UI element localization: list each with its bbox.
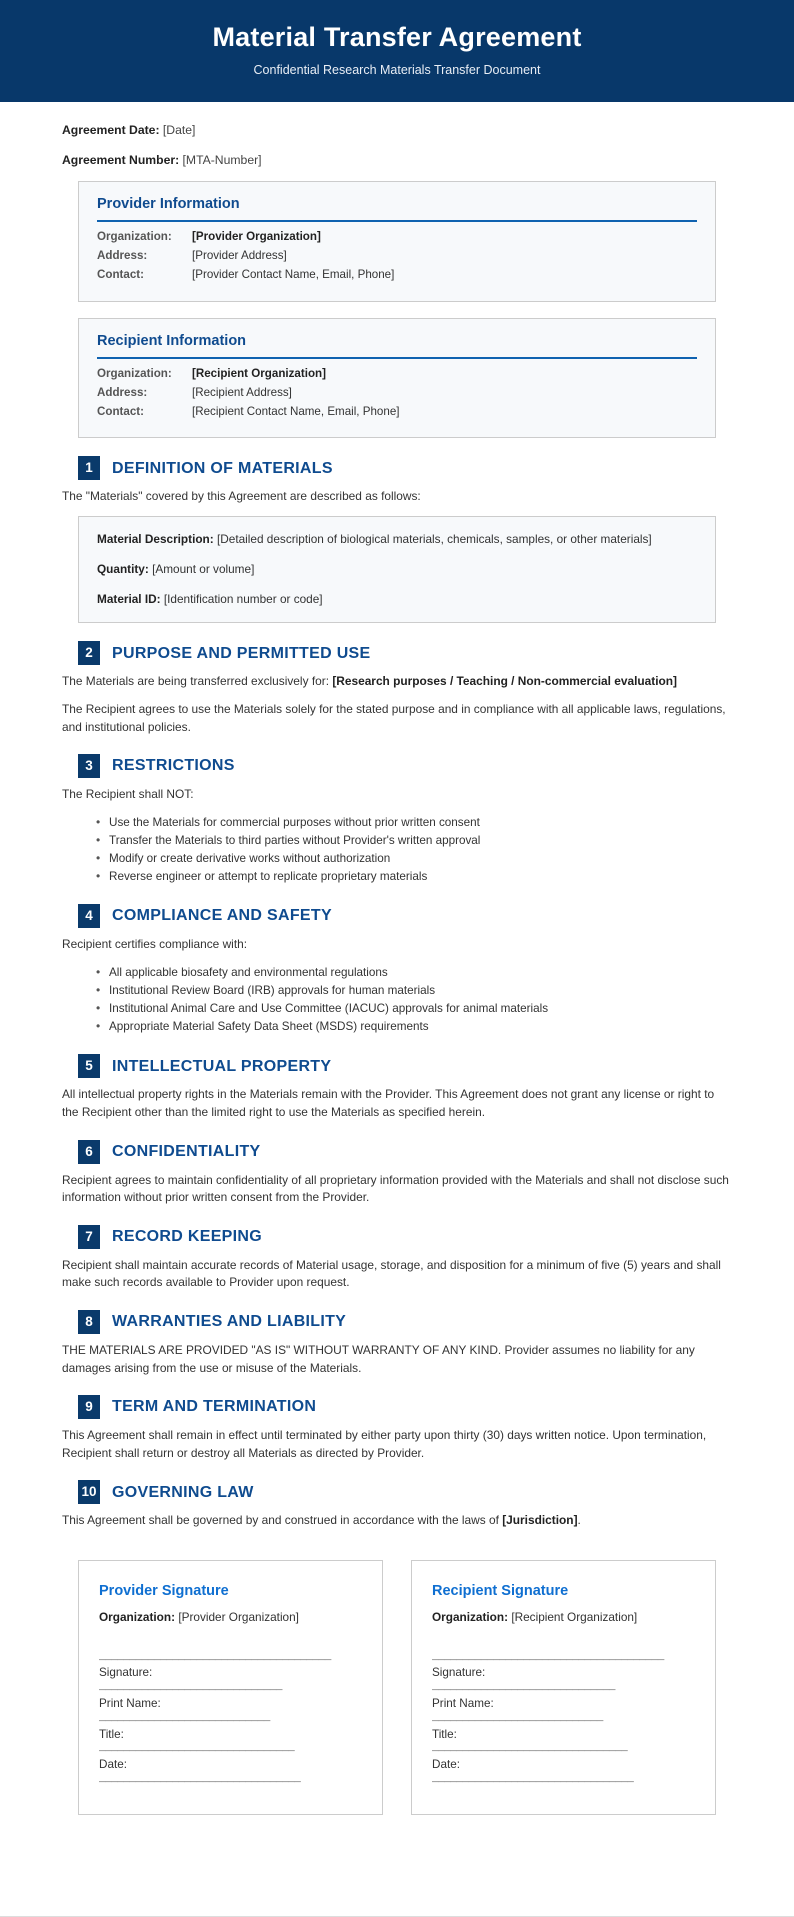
recipient-signature-rule: ______________________________ bbox=[432, 1681, 616, 1693]
section-10-paragraph-1 bbox=[62, 1512, 732, 1530]
document-body bbox=[0, 102, 794, 1855]
provider-address-value: [Provider Address] bbox=[192, 249, 287, 263]
section-2-number-badge: 2 bbox=[78, 641, 100, 665]
section-10-title: GOVERNING LAW bbox=[112, 1483, 254, 1501]
section-8-paragraph-1: THE MATERIALS ARE PROVIDED "AS IS" WITHOUT WARRANTY OF ANY KIND. Provider assumes no liability for any damages arising from the use or misuse of the Materials. bbox=[62, 1343, 695, 1375]
recipient-print-name-rule: ____________________________ bbox=[432, 1712, 603, 1724]
material-quantity-row bbox=[97, 561, 697, 578]
provider-title-field[interactable] bbox=[99, 1727, 362, 1755]
section-9-heading bbox=[78, 1395, 732, 1419]
section-8-heading bbox=[78, 1310, 732, 1334]
material-description-label: Material Description: bbox=[97, 532, 214, 547]
provider-contact-label: Contact: bbox=[97, 267, 145, 281]
agreement-date-value: [Date] bbox=[162, 123, 196, 138]
section-3-heading bbox=[78, 754, 732, 778]
section-2-paragraph-1 bbox=[62, 673, 732, 691]
section-10-lead-text: This Agreement shall be governed by and construed in accordance with the laws of bbox=[62, 1513, 499, 1528]
section-1-title: DEFINITION OF MATERIALS bbox=[112, 459, 333, 477]
section-7-title: RECORD KEEPING bbox=[112, 1228, 262, 1246]
recipient-organization-label: Organization: bbox=[97, 367, 172, 381]
section-2-purpose-value: [Research purposes / Teaching / Non-commercial evaluation] bbox=[332, 674, 678, 689]
provider-information-box bbox=[78, 181, 716, 302]
section-6-heading bbox=[78, 1140, 732, 1164]
agreement-number-value: [MTA-Number] bbox=[182, 152, 262, 167]
provider-address-row bbox=[97, 247, 697, 266]
section-9-number-badge: 9 bbox=[78, 1395, 100, 1419]
section-restrictions bbox=[62, 754, 732, 886]
section-6-number-badge: 6 bbox=[78, 1140, 100, 1164]
section-2-body bbox=[62, 673, 732, 736]
section-confidentiality bbox=[62, 1140, 732, 1207]
section-10-heading bbox=[78, 1480, 732, 1504]
material-description-value: [Detailed description of biological materials, chemicals, samples, or other materials] bbox=[216, 532, 652, 547]
section-7-heading bbox=[78, 1225, 732, 1249]
recipient-date-field[interactable] bbox=[432, 1757, 695, 1785]
section-10-number-badge: 10 bbox=[78, 1480, 100, 1504]
provider-address-label: Address: bbox=[97, 249, 148, 263]
section-10-body bbox=[62, 1512, 732, 1530]
recipient-date-rule: _________________________________ bbox=[432, 1774, 634, 1786]
recipient-signature-org-value: [Recipient Organization] bbox=[511, 1610, 638, 1625]
materials-details-box bbox=[78, 516, 716, 623]
provider-organization-label: Organization: bbox=[97, 230, 172, 244]
recipient-title-rule: ________________________________ bbox=[432, 1743, 628, 1755]
recipient-information-box bbox=[78, 318, 716, 439]
list-item: • Institutional Review Board (IRB) approvals for human materials bbox=[96, 982, 732, 1000]
provider-contact-row bbox=[97, 266, 697, 285]
section-5-body bbox=[62, 1086, 732, 1121]
section-4-compliance-list bbox=[62, 964, 732, 1037]
provider-contact-value: [Provider Contact Name, Email, Phone] bbox=[192, 267, 395, 281]
recipient-signature-label: Signature: bbox=[432, 1666, 486, 1679]
section-7-body bbox=[62, 1257, 732, 1292]
recipient-signature-box[interactable] bbox=[411, 1560, 716, 1815]
recipient-date-label: Date: bbox=[432, 1758, 460, 1772]
provider-print-name-field[interactable] bbox=[99, 1696, 362, 1724]
section-purpose-and-permitted-use bbox=[62, 641, 732, 736]
recipient-contact-value: [Recipient Contact Name, Email, Phone] bbox=[192, 404, 400, 418]
section-4-body bbox=[62, 936, 732, 1036]
section-7-paragraph-1: Recipient shall maintain accurate records of Material usage, storage, and disposition for a minimum of five (5) years and shall make such records available to Provider upon request. bbox=[62, 1257, 721, 1290]
section-5-paragraph-1: All intellectual property rights in the Materials remain with the Provider. This Agreement does not grant any license or right to the Recipient other than the limited right to use the Materials as specified herein. bbox=[62, 1087, 715, 1119]
section-1-heading bbox=[78, 456, 732, 480]
page-subtitle: Confidential Research Materials Transfer Document bbox=[253, 63, 541, 78]
list-item: • Appropriate Material Safety Data Sheet (MSDS) requirements bbox=[96, 1018, 732, 1036]
section-4-intro: Recipient certifies compliance with: bbox=[62, 937, 248, 952]
provider-signature-org-label: Organization: bbox=[99, 1610, 176, 1625]
recipient-print-name-field[interactable] bbox=[432, 1696, 695, 1724]
provider-organization-value: [Provider Organization] bbox=[192, 230, 321, 244]
provider-signature-title: Provider Signature bbox=[99, 1583, 229, 1600]
section-6-body bbox=[62, 1172, 732, 1207]
recipient-signature-field[interactable] bbox=[432, 1652, 695, 1693]
section-8-body bbox=[62, 1342, 732, 1377]
provider-signature-rule: ______________________________ bbox=[99, 1681, 283, 1693]
recipient-signature-rule-top: ______________________________________ bbox=[432, 1652, 664, 1663]
provider-organization-row bbox=[97, 228, 697, 247]
material-id-row bbox=[97, 591, 697, 608]
agreement-date-line bbox=[62, 122, 732, 138]
section-4-heading bbox=[78, 904, 732, 928]
recipient-signature-org-row bbox=[432, 1609, 695, 1626]
provider-information-title: Provider Information bbox=[97, 196, 697, 222]
section-3-body bbox=[62, 786, 732, 886]
list-item: • Institutional Animal Care and Use Committee (IACUC) approvals for animal materials bbox=[96, 1000, 732, 1018]
section-warranties-and-liability bbox=[62, 1310, 732, 1377]
material-id-value: [Identification number or code] bbox=[163, 592, 323, 607]
section-9-paragraph-1: This Agreement shall remain in effect until terminated by either party upon thirty (30) days written notice. Upon termination, Recipient shall return or destroy all Materials as directed by Provider. bbox=[62, 1428, 707, 1460]
provider-print-name-rule: ____________________________ bbox=[99, 1712, 270, 1724]
section-1-number-badge: 1 bbox=[78, 456, 100, 480]
material-description-row bbox=[97, 531, 697, 548]
section-term-and-termination bbox=[62, 1395, 732, 1462]
section-2-heading bbox=[78, 641, 732, 665]
section-definition-of-materials bbox=[62, 456, 732, 623]
document-header bbox=[0, 0, 794, 102]
recipient-title-label: Title: bbox=[432, 1727, 457, 1741]
provider-date-field[interactable] bbox=[99, 1757, 362, 1785]
section-2-paragraph-2: The Recipient agrees to use the Materials solely for the stated purpose and in compliance with all applicable laws, regulations, and institutional policies. bbox=[62, 701, 726, 734]
provider-title-label: Title: bbox=[99, 1727, 124, 1741]
list-item: • Modify or create derivative works without authorization bbox=[96, 850, 732, 868]
list-item: • All applicable biosafety and environmental regulations bbox=[96, 964, 732, 982]
recipient-organization-row bbox=[97, 365, 697, 384]
section-3-intro: The Recipient shall NOT: bbox=[62, 787, 194, 802]
page-title: Material Transfer Agreement bbox=[212, 22, 582, 52]
section-8-number-badge: 8 bbox=[78, 1310, 100, 1334]
recipient-title-field[interactable] bbox=[432, 1727, 695, 1755]
section-5-title: INTELLECTUAL PROPERTY bbox=[112, 1057, 332, 1075]
recipient-signature-title: Recipient Signature bbox=[432, 1583, 569, 1600]
provider-date-label: Date: bbox=[99, 1758, 127, 1772]
recipient-organization-value: [Recipient Organization] bbox=[192, 367, 326, 381]
section-5-number-badge: 5 bbox=[78, 1054, 100, 1078]
recipient-information-title: Recipient Information bbox=[97, 333, 697, 359]
section-2-lead-text: The Materials are being transferred exclusively for: bbox=[62, 674, 329, 689]
list-item: • Use the Materials for commercial purposes without prior written consent bbox=[96, 814, 732, 832]
recipient-print-name-label: Print Name: bbox=[432, 1696, 494, 1710]
material-quantity-value: [Amount or volume] bbox=[152, 562, 255, 577]
agreement-number-label: Agreement Number: bbox=[62, 152, 180, 167]
section-3-title: RESTRICTIONS bbox=[112, 757, 235, 775]
section-1-body bbox=[62, 488, 732, 623]
section-intellectual-property bbox=[62, 1054, 732, 1121]
provider-title-rule: ________________________________ bbox=[99, 1743, 295, 1755]
recipient-address-label: Address: bbox=[97, 385, 148, 399]
provider-signature-org-value: [Provider Organization] bbox=[178, 1610, 299, 1625]
provider-print-name-label: Print Name: bbox=[99, 1696, 161, 1710]
section-6-paragraph-1: Recipient agrees to maintain confidentiality of all proprietary information provided with the Materials and shall not disclose such information without prior written consent from the Provider. bbox=[62, 1172, 729, 1205]
provider-signature-org-row bbox=[99, 1609, 362, 1626]
provider-signature-box[interactable] bbox=[78, 1560, 383, 1815]
section-2-title: PURPOSE AND PERMITTED USE bbox=[112, 644, 371, 662]
section-4-number-badge: 4 bbox=[78, 904, 100, 928]
recipient-signature-org-label: Organization: bbox=[432, 1610, 509, 1625]
recipient-address-value: [Recipient Address] bbox=[192, 385, 292, 399]
section-10-jurisdiction-value: [Jurisdiction] bbox=[502, 1513, 578, 1528]
recipient-contact-label: Contact: bbox=[97, 404, 145, 418]
agreement-date-label: Agreement Date: bbox=[62, 123, 160, 138]
section-1-intro: The "Materials" covered by this Agreement are described as follows: bbox=[62, 489, 421, 504]
section-3-number-badge: 3 bbox=[78, 754, 100, 778]
list-item: • Reverse engineer or attempt to replicate proprietary materials bbox=[96, 868, 732, 886]
section-7-number-badge: 7 bbox=[78, 1225, 100, 1249]
section-3-restrictions-list bbox=[62, 814, 732, 887]
section-6-title: CONFIDENTIALITY bbox=[112, 1142, 261, 1160]
provider-date-rule: _________________________________ bbox=[99, 1774, 301, 1786]
section-governing-law bbox=[62, 1480, 732, 1530]
material-quantity-label: Quantity: bbox=[97, 562, 149, 577]
section-4-title: COMPLIANCE AND SAFETY bbox=[112, 907, 332, 925]
section-9-body bbox=[62, 1427, 732, 1462]
recipient-contact-row bbox=[97, 403, 697, 422]
list-item: • Transfer the Materials to third parties without Provider's written approval bbox=[96, 832, 732, 850]
section-9-title: TERM AND TERMINATION bbox=[112, 1398, 317, 1416]
material-id-label: Material ID: bbox=[97, 592, 161, 607]
provider-signature-label: Signature: bbox=[99, 1666, 153, 1679]
section-record-keeping bbox=[62, 1225, 732, 1292]
provider-signature-field[interactable] bbox=[99, 1652, 362, 1693]
signature-area bbox=[78, 1560, 716, 1815]
section-10-tail-text: . bbox=[577, 1513, 581, 1528]
agreement-number-line bbox=[62, 152, 732, 168]
provider-signature-rule-top: ______________________________________ bbox=[99, 1652, 331, 1663]
recipient-address-row bbox=[97, 384, 697, 403]
section-compliance-and-safety bbox=[62, 904, 732, 1036]
section-5-heading bbox=[78, 1054, 732, 1078]
section-8-title: WARRANTIES AND LIABILITY bbox=[112, 1313, 347, 1331]
